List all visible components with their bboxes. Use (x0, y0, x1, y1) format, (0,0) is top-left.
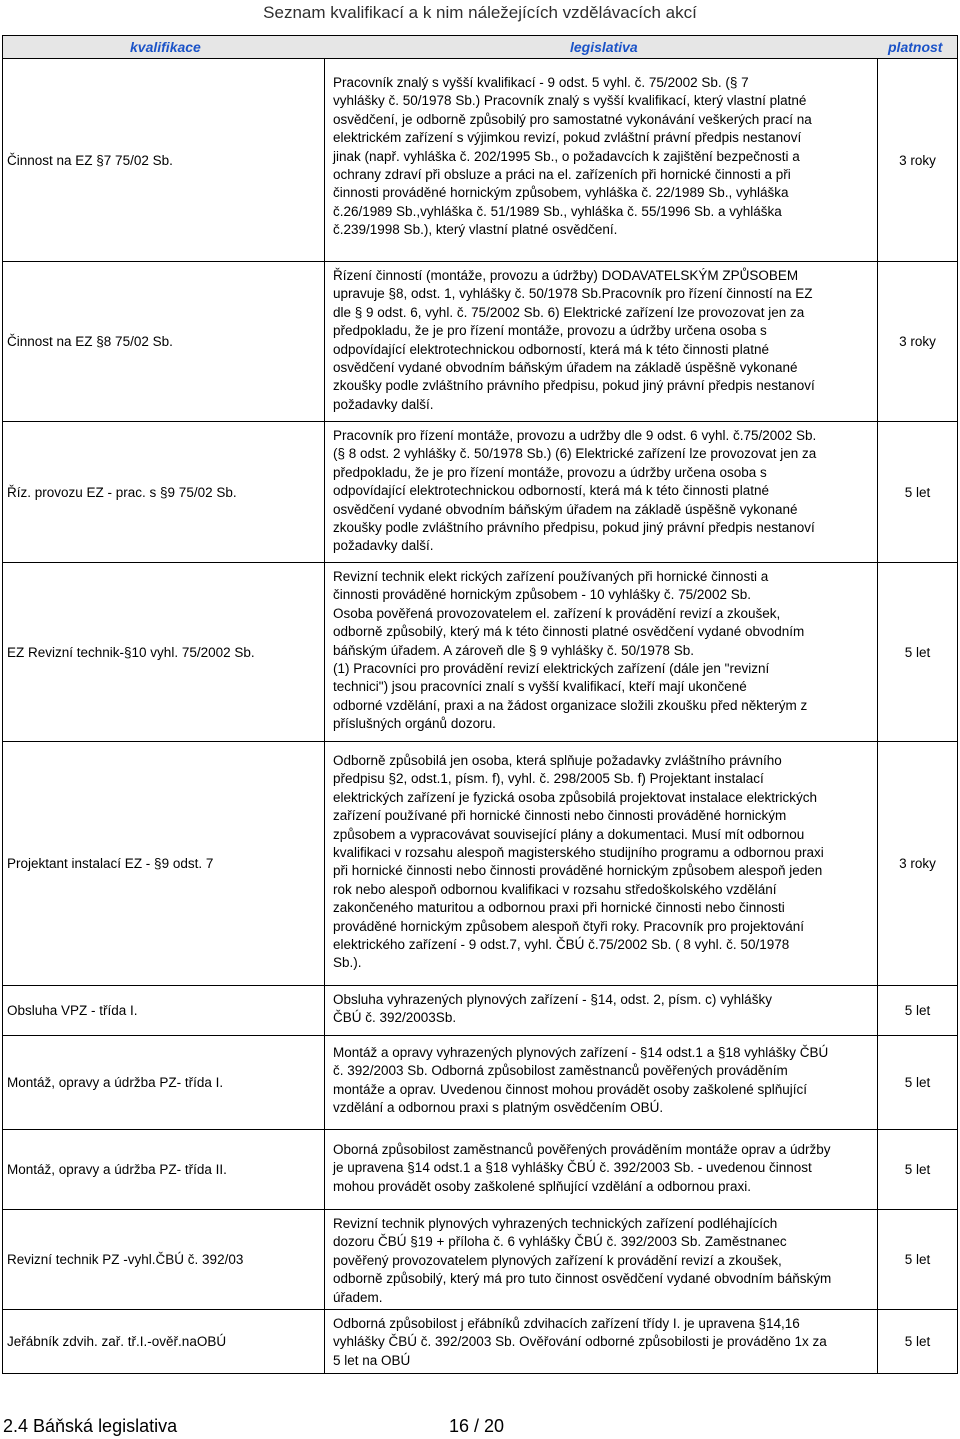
column-header-kvalifikace: kvalifikace (130, 39, 201, 55)
table-row (2, 59, 958, 262)
table-row (2, 1310, 958, 1374)
cell-platnost: 5 let (904, 1162, 931, 1177)
footer-section-title: 2.4 Báňská legislativa (3, 1416, 178, 1436)
cell-platnost: 3 roky (899, 334, 936, 349)
cell-platnost: 3 roky (899, 856, 936, 871)
cell-kvalifikace: Jeřábník zdvih. zař. tř.I.-ověř.naOBÚ (3, 1310, 325, 1373)
cell-legislativa: Odborně způsobilá jen osoba, která splňuje požadavky zvláštního právního předpisu §2, odst.1, písm. f), vyhl. č. 298/2005 Sb. f) Projektant instalací elektrických zařízení je fyzická osoba způsobilá projektovat instalace elektrických zařízení používané při hornické činnosti nebo činnosti prováděné hornickým způsobem a vypracovávat související plány a dokumentaci. Musí mít odbornou kvalifikaci v rozsahu alespoň magisterského studijního programu a odbornou praxi při hornické činnosti nebo činnosti prováděné hornickým způsobem alespoň jeden rok nebo alespoň odbornou kvalifikaci v rozsahu středoškolského vzdělání zakončeného maturitou a odbornou praxi při hornické činnosti nebo činnosti prováděné hornickým způsobem alespoň čtyři roky. Pracovník pro projektování elektrického zařízení - 9 odst.7, vyhl. ČBÚ č.75/2002 Sb. ( 8 vyhl. č. 50/1978 Sb.). (325, 742, 878, 985)
cell-platnost: 5 let (904, 1334, 931, 1349)
table-row (2, 1130, 958, 1210)
cell-kvalifikace: Montáž, opravy a údržba PZ- třída II. (3, 1130, 325, 1209)
cell-legislativa: Revizní technik plynových vyhrazených technických zařízení podléhajících dozoru ČBÚ §19 + příloha č. 6 vyhlášky ČBÚ č. 392/2003 Sb. Zaměstnanec pověřený provozovatelem plynových zařízení k provádění revizí a zkoušek, odborně způsobilý, který má pro tuto činnost osvědčení vydané obvodním báňským úřadem. (325, 1210, 878, 1309)
table-row (2, 262, 958, 422)
cell-kvalifikace: Činnost na EZ §8 75/02 Sb. (3, 262, 325, 421)
cell-platnost: 3 roky (899, 152, 936, 168)
cell-kvalifikace: EZ Revizní technik-§10 vyhl. 75/2002 Sb. (3, 563, 325, 741)
table-row (2, 1210, 958, 1310)
cell-kvalifikace: Revizní technik PZ -vyhl.ČBÚ č. 392/03 (3, 1210, 325, 1309)
table-row (2, 986, 958, 1036)
cell-legislativa: Pracovník znalý s vyšší kvalifikací - 9 odst. 5 vyhl. č. 75/2002 Sb. (§ 7 vyhlášky č. 50/1978 Sb.) Pracovník znalý s vyšší kvalifikací, který vlastní platné osvědčení, je odborně způsobilý pro samostatné vykonávání veškerých prací na elektrickém zařízení s výjimkou revizí, pokud zvláštní právní předpis nestanoví jinak (např. vyhláška č. 202/1995 Sb., o požadavcích k zajištění bezpečnosti a ochrany zdraví při obsluze a práci na el. zařízeních při hornické činnosti a při činnosti prováděné hornickým způsobem, vyhláška č. 22/1989 Sb., vyhláška č.26/1989 Sb.,vyhláška č. 51/1989 Sb., vyhláška č. 55/1996 Sb. a vyhláška č.239/1998 Sb.), který vlastní platné osvědčení. (325, 59, 878, 261)
table-row (2, 742, 958, 986)
table-row (2, 1036, 958, 1130)
cell-legislativa: Odborná způsobilost j eřábníků zdvihacích zařízení třídy I. je upravena §14,16 vyhlášky ČBÚ č. 392/2003 Sb. Ověřování odborné způsobilosti je prováděno 1x za 5 let na OBÚ (325, 1310, 878, 1373)
cell-legislativa: Oborná způsobilost zaměstnanců pověřených prováděním montáže oprav a údržby je upravena §14 odst.1 a §18 vyhlášky ČBÚ č. 392/2003 Sb. - uvedenou činnost mohou provádět osoby zaškolené splňující vzdělání a odbornou praxi. (325, 1130, 878, 1209)
cell-kvalifikace: Projektant instalací EZ - §9 odst. 7 (3, 742, 325, 985)
cell-kvalifikace: Obsluha VPZ - třída I. (3, 986, 325, 1035)
cell-legislativa: Montáž a opravy vyhrazených plynových zařízení - §14 odst.1 a §18 vyhlášky ČBÚ č. 392/2003 Sb. Odborná způsobilost zaměstnanců pověřených prováděním montáže a oprav. Uvedenou činnost mohou provádět osoby zaškolené splňující vzdělání a odbornou praxi s platným osvědčením OBÚ. (325, 1036, 878, 1129)
page-number: 16 / 20 (449, 1416, 505, 1436)
cell-platnost: 5 let (904, 484, 931, 500)
cell-legislativa: Pracovník pro řízení montáže, provozu a udržby dle 9 odst. 6 vyhl. č.75/2002 Sb. (§ 8 odst. 2 vyhlášky č. 50/1978 Sb.) (6) Elektrické zařízení lze provozovat jen za předpokladu, že je pro řízení montáže, provozu a údržby určena osoba s odpovídající elektrotechnickou odborností, která má k této činnosti platné osvědčení vydané obvodním báňským úřadem na základě úspěšně vykonané zkoušky podle zvláštního právního předpisu, pokud jiný právní předpis nestanoví požadavky další. (325, 422, 878, 562)
cell-platnost: 5 let (904, 644, 931, 660)
cell-legislativa: Revizní technik elekt rických zařízení používaných při hornické činnosti a činnosti prováděné hornickým způsobem - 10 vyhlášky č. 75/2002 Sb. Osoba pověřená provozovatelem el. zařízení k provádění revizí a zkoušek, odborně způsobilý, který má k této činnosti platné osvědčení vydané obvodním báňským úřadem. A zároveň dle § 9 vyhlášky č. 50/1978 Sb. (1) Pracovníci pro provádění revizí elektrických zařízení (dále jen "revizní technici") jsou pracovníci znalí s vyšší kvalifikací, kteří mají ukončené odborné vzdělání, praxi a na žádost organizace složili zkoušku před některým z příslušných orgánů dozoru. (325, 563, 878, 741)
table-row (2, 563, 958, 742)
column-header-legislativa: legislativa (570, 39, 638, 55)
cell-kvalifikace: Činnost na EZ §7 75/02 Sb. (3, 59, 325, 261)
cell-legislativa: Obsluha vyhrazených plynových zařízení - §14, odst. 2, písm. c) vyhlášky ČBÚ č. 392/2003Sb. (325, 986, 878, 1035)
column-header-platnost: platnost (888, 39, 943, 55)
cell-kvalifikace: Říz. provozu EZ - prac. s §9 75/02 Sb. (3, 422, 325, 562)
cell-legislativa: Řízení činností (montáže, provozu a údržby) DODAVATELSKÝM ZPŮSOBEM upravuje §8, odst. 1, vyhlášky č. 50/1978 Sb.Pracovník pro řízení činností na EZ dle § 9 odst. 6, vyhl. č. 75/2002 Sb. 6) Elektrické zařízení lze provozovat jen za předpokladu, že je pro řízení montáže, provozu a údržby určena osoba s odpovídající elektrotechnickou odborností, která má k této činnosti platné osvědčení vydané obvodním báňským úřadem na základě úspěšně vykonané zkoušky podle zvláštního právního předpisu, pokud jiný právní předpis nestanoví požadavky další. (325, 262, 878, 421)
cell-kvalifikace: Montáž, opravy a údržba PZ- třída I. (3, 1036, 325, 1129)
document-title: Seznam kvalifikací a k nim náležejících vzdělávacích akcí (263, 3, 697, 22)
cell-platnost: 5 let (904, 1003, 931, 1018)
cell-platnost: 5 let (904, 1252, 931, 1267)
cell-platnost: 5 let (904, 1075, 931, 1090)
table-row (2, 422, 958, 563)
table-header (2, 35, 958, 59)
